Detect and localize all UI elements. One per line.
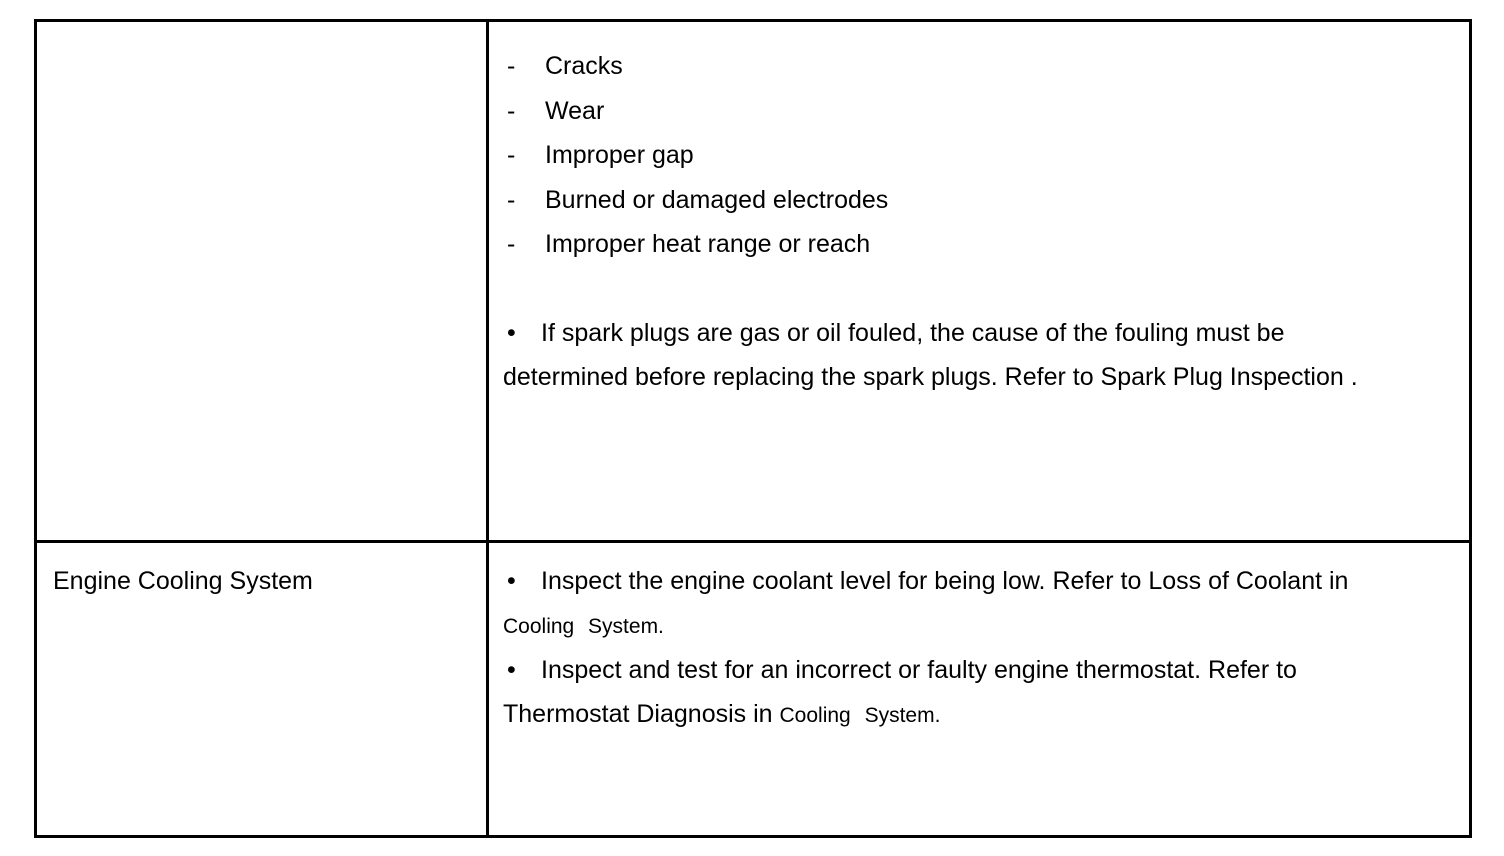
- table-row: [37, 543, 1469, 838]
- system-name: Engine Cooling System: [53, 567, 313, 595]
- bullet-marker: •: [507, 319, 516, 347]
- system-cell: [37, 543, 486, 838]
- inspection-list: [505, 50, 888, 273]
- list-item: [505, 139, 888, 184]
- list-item-text: Improper gap: [545, 141, 694, 169]
- bullet-text: Inspect and test for an incorrect or faulty engine thermostat. Refer to Thermostat Diagnosis in: [503, 655, 1297, 728]
- list-item: [505, 228, 888, 273]
- bullet-marker: •: [507, 655, 516, 684]
- bullet-text: Inspect the engine coolant level for being low. Refer to Loss of Coolant in: [541, 567, 1349, 595]
- action-cell: [489, 543, 1469, 838]
- bullet-paragraph: [503, 311, 1363, 400]
- cross-reference: Cooling System.: [503, 615, 664, 639]
- system-cell: [37, 22, 486, 540]
- table-row: [37, 22, 1469, 543]
- action-cell: [489, 22, 1469, 540]
- list-item: [505, 95, 888, 140]
- dash-marker: -: [507, 185, 516, 214]
- dash-marker: -: [507, 52, 516, 80]
- dash-marker: -: [507, 230, 516, 258]
- cross-reference: Cooling System.: [779, 703, 941, 727]
- list-item-text: Improper heat range or reach: [545, 230, 871, 258]
- bullet-paragraph: [503, 559, 1363, 650]
- diagnostic-table: [34, 19, 1472, 838]
- dash-marker: -: [507, 96, 516, 125]
- list-item-text: Wear: [545, 96, 605, 125]
- bullet-marker: •: [507, 567, 516, 595]
- bullet-text: If spark plugs are gas or oil fouled, the cause of the fouling must be determined before replacing the spark plugs. Refer to Spark Plug Inspection .: [503, 319, 1358, 392]
- dash-marker: -: [507, 141, 516, 169]
- list-item-text: Cracks: [545, 52, 623, 80]
- list-item: [505, 184, 888, 229]
- bullet-paragraph: [503, 648, 1363, 739]
- list-item-text: Burned or damaged electrodes: [545, 185, 889, 214]
- list-item: [505, 50, 888, 95]
